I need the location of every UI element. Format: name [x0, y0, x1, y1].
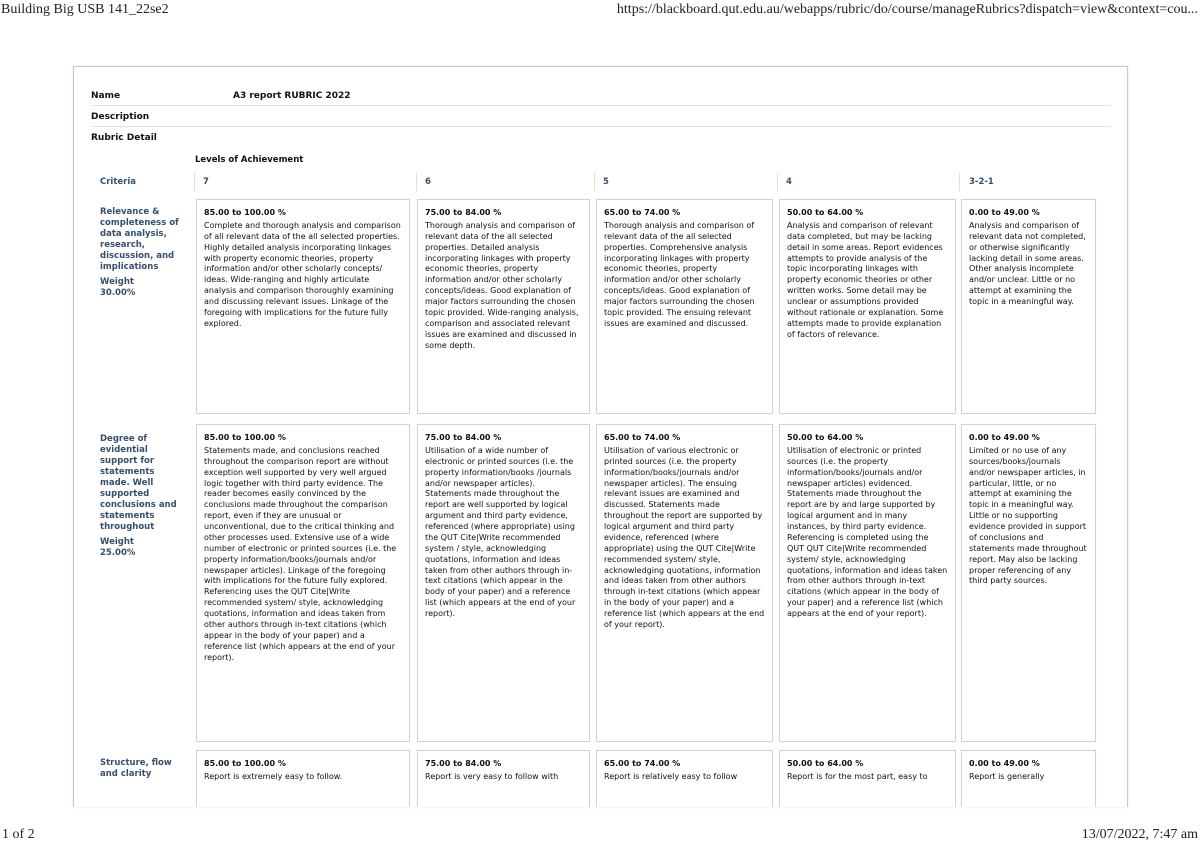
levels-of-achievement-label: Levels of Achievement [195, 155, 304, 165]
score-range: 75.00 to 84.00 % [425, 208, 502, 217]
rubric-name-row [91, 86, 1111, 106]
rubric-cell [596, 424, 773, 742]
print-footer [0, 827, 1200, 847]
weight-value: 25.00% [100, 548, 136, 559]
score-range: 85.00 to 100.00 % [204, 759, 286, 768]
weight-label: Weight [100, 277, 134, 288]
score-range: 0.00 to 49.00 % [969, 759, 1040, 768]
cell-description: Analysis and comparison of relevant data completed, but may be lacking detail in some areas. Report evidences attempts to provide analysis of the topic incorporating linkages with property economic theories or other written works. Some detail may be unclear or assumptions provided without rationale or explanation. Some attempts made to provide explanation of factors of relevance. [787, 220, 944, 339]
rubric-detail-row [91, 128, 1111, 147]
criteria-header: Criteria [100, 177, 137, 187]
score-range: 0.00 to 49.00 % [969, 433, 1040, 442]
rubric-detail-label: Rubric Detail [91, 133, 157, 143]
level-header: 3-2-1 [969, 177, 994, 187]
rubric-cell [779, 424, 956, 742]
print-header [0, 2, 1200, 22]
cell-description: Report is relatively easy to follow [604, 771, 738, 781]
level-header: 6 [425, 177, 431, 187]
cell-description: Statements made, and conclusions reached throughout the comparison report are without exception well supported by very well argued logic together with third party evidence. The reader becomes easily convinced by the conclusions made throughout the comparison report, even if they are unusual or unconventional, due to the critical thinking and other processes used. Extensive use of a wide number of electronic or printed sources (i.e. the property information/books/journals and/or newspaper articles). Linkage of the foregoing with implications for the future fully explored. Referencing uses the QUT Cite|Write recommended system/ style, acknowledging quotations, information and ideas taken from other authors through in-text citations (which appear in the body of your paper) and a reference list (which appears at the end of your report). [204, 445, 397, 662]
rubric-cell [596, 199, 773, 414]
criterion-title: Degree of evidential support for statements made. Well supported conclusions and statements throughout [100, 434, 177, 533]
cell-description: Thorough analysis and comparison of relevant data of the all selected properties. Comprehensive analysis incorporating linkages with property economic theories, property information and/or other scholarly concepts/ideas. Good explanation of major factors surrounding the chosen topic provided. The ensuing relevant issues are examined and discussed. [604, 220, 755, 328]
rubric-name-value: A3 report RUBRIC 2022 [233, 91, 351, 101]
criterion-cell [100, 207, 180, 299]
cell-description: Report is extremely easy to follow. [204, 771, 343, 781]
cell-description: Utilisation of a wide number of electronic or printed sources (i.e. the property information/books /journals and/or newspaper articles). Statements made throughout the report are well supported by logical argument and third party evidence, referenced (where appropriate) using the QUT Cite|Write recommended system / style, acknowledging quotations, information and ideas taken from other authors through in-text citations (which appear in the body of your paper) and a reference list (which appears at the end of your report). [425, 445, 576, 618]
rubric-description-row [91, 107, 1111, 127]
score-range: 75.00 to 84.00 % [425, 433, 502, 442]
criterion-title: Relevance & completeness of data analysis, research, discussion, and implications [100, 207, 179, 273]
name-label: Name [91, 91, 121, 101]
cell-description: Utilisation of electronic or printed sources (i.e. the property information/books/journals and/or newspaper articles) evidenced. Statements made throughout the report are by and large supported by logical argument and in many instances, by third party evidence. Referencing is completed using the QUT QUT Cite|Write recommended system/ style, acknowledging quotations, information and ideas taken from other authors through in-text citations (which appear in the body of your paper) and a reference list (which appears at the end of your report). [787, 445, 948, 618]
cell-description: Report is very easy to follow with [425, 771, 559, 781]
score-range: 75.00 to 84.00 % [425, 759, 502, 768]
score-range: 65.00 to 74.00 % [604, 759, 681, 768]
score-range: 50.00 to 64.00 % [787, 208, 864, 217]
cell-description: Limited or no use of any sources/books/journals and/or newspaper articles, in particular, little, or no attempt at examining the topic in a meaningful way. Little or no supporting evidence provided in support of conclusions and statements made throughout report. May also be lacking proper referencing of any third party sources. [969, 445, 1087, 586]
description-label: Description [91, 112, 150, 122]
level-header: 4 [786, 177, 792, 187]
print-url: https://blackboard.qut.edu.au/webapps/rubric/do/course/manageRubrics?dispatch=view&context=cou... [616, 2, 1198, 17]
score-range: 65.00 to 74.00 % [604, 208, 681, 217]
rubric-cell [196, 199, 410, 414]
cell-description: Analysis and comparison of relevant data not completed, or otherwise significantly lacking detail in some areas. Other analysis incomplete and/or unclear. Little or no attempt at examining the topic in a meaningful way. [969, 220, 1086, 306]
print-timestamp: 13/07/2022, 7:47 am [1081, 827, 1198, 842]
cell-description: Report is for the most part, easy to [787, 771, 928, 781]
rubric-cell [779, 199, 956, 414]
score-range: 85.00 to 100.00 % [204, 433, 286, 442]
rubric-panel [73, 66, 1128, 807]
score-range: 0.00 to 49.00 % [969, 208, 1040, 217]
score-range: 65.00 to 74.00 % [604, 433, 681, 442]
page-number: 1 of 2 [2, 827, 35, 842]
criterion-cell [100, 434, 180, 560]
rubric-cell [961, 750, 1096, 807]
rubric-cell [417, 750, 590, 807]
rubric-cell [961, 199, 1096, 414]
criterion-cell [100, 758, 180, 780]
score-range: 50.00 to 64.00 % [787, 759, 864, 768]
cell-description: Thorough analysis and comparison of relevant data of the all selected properties. Detailed analysis incorporating linkages with property economic theories, property information and/or other scholarly concepts/ideas. Good explanation of major factors surrounding the chosen topic provided. Wide-ranging analysis, comparison and associated relevant issues are examined and discussed in some depth. [425, 220, 579, 350]
rubric-header-row [91, 171, 1111, 191]
weight-label: Weight [100, 537, 134, 548]
rubric-cell [779, 750, 956, 807]
weight-value: 30.00% [100, 288, 136, 299]
rubric-cell [417, 199, 590, 414]
rubric-cell [417, 424, 590, 742]
rubric-cell [196, 750, 410, 807]
criterion-title: Structure, flow and clarity [100, 758, 172, 780]
rubric-cell [196, 424, 410, 742]
cell-description: Report is generally [969, 771, 1045, 781]
rubric-cell [596, 750, 773, 807]
cell-description: Utilisation of various electronic or printed sources (i.e. the property information/books/journals and/or newspaper articles). The ensuing relevant issues are examined and discussed. Statements made throughout the report are supported by logical argument and third party evidence, referenced (where appropriate) using the QUT Cite|Write recommended system/ style, acknowledging quotations, information and ideas taken from other authors through in-text citations (which appear in the body of your paper) and a reference list (which appears at the end of your report). [604, 445, 765, 629]
level-header: 7 [203, 177, 209, 187]
level-header: 5 [603, 177, 609, 187]
score-range: 85.00 to 100.00 % [204, 208, 286, 217]
rubric-cell [961, 424, 1096, 742]
score-range: 50.00 to 64.00 % [787, 433, 864, 442]
cell-description: Complete and thorough analysis and comparison of all relevant data of the all selected properties. Highly detailed analysis incorporating linkages with property economic theories, property information and/or other scholarly concepts/ ideas. Wide-ranging and highly articulate analysis and comparison thoroughly examining and discussing relevant issues. Linkage of the foregoing with implications for the future fully explored. [204, 220, 401, 328]
print-title: Building Big USB 141_22se2 [1, 2, 169, 17]
